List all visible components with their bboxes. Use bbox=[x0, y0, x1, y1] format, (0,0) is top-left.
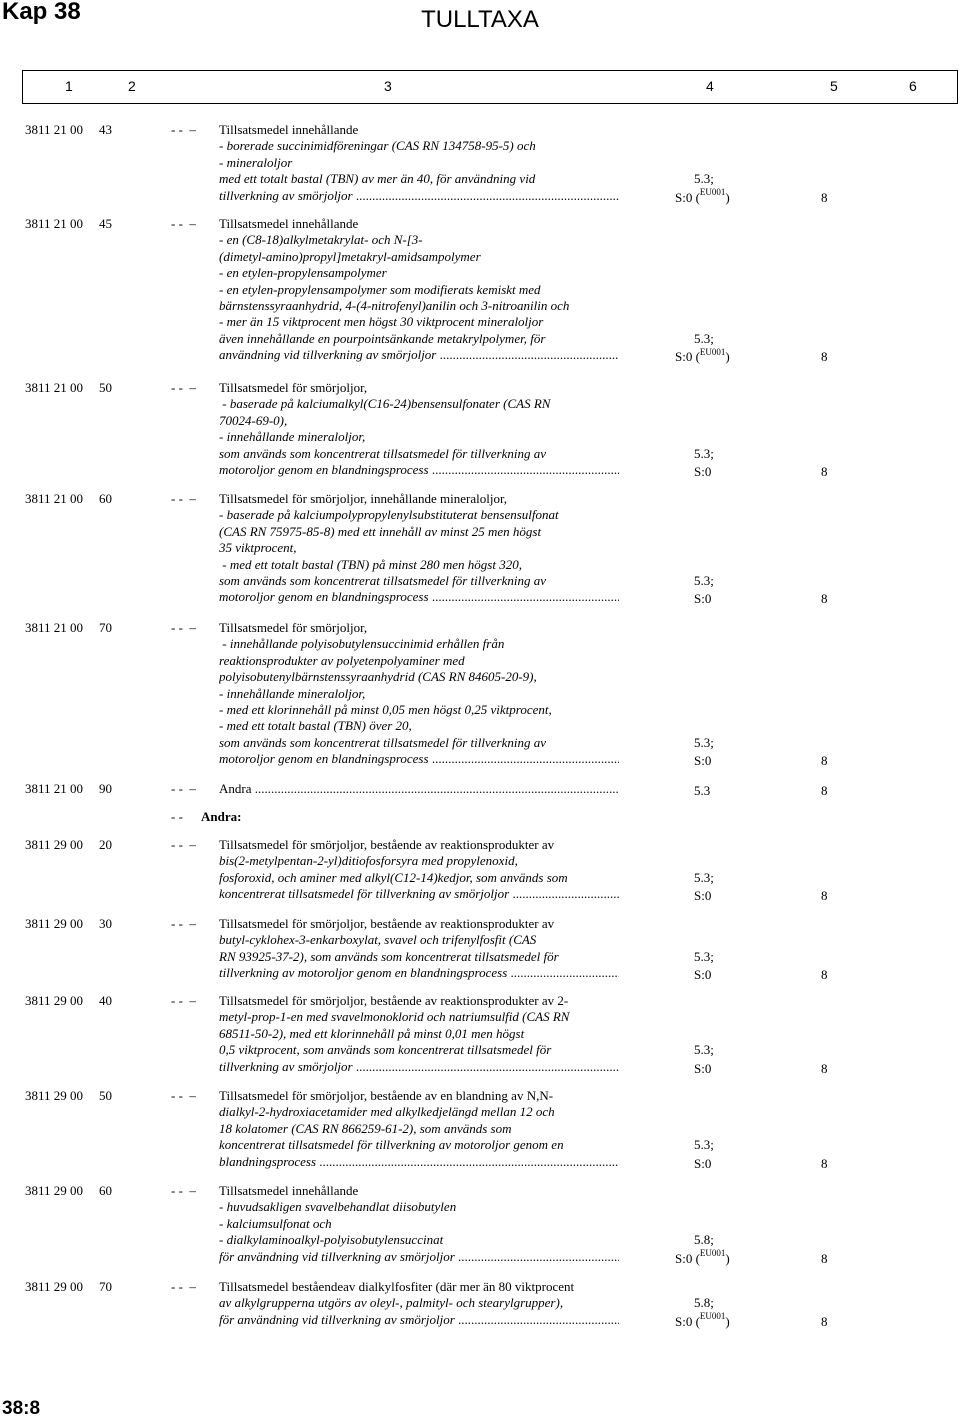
entry-code bbox=[25, 1183, 112, 1199]
description-line: för användning vid tillverkning av smörjoljor ..... bbox=[219, 1249, 619, 1265]
description-line: (dimetyl-amino)propyl]metakryl-amidsampolymer bbox=[219, 248, 481, 264]
entry-code bbox=[25, 216, 112, 232]
column-number-3: 3 bbox=[384, 78, 392, 94]
duty-reference: 5.3; bbox=[694, 1137, 714, 1153]
duty-rate bbox=[694, 591, 711, 607]
description-line: med ett totalt bastal (TBN) av mer än 40, för användning vid bbox=[219, 171, 536, 187]
duty-rate bbox=[694, 967, 711, 983]
supplementary-unit: 8 bbox=[821, 1155, 828, 1171]
column-header-bar bbox=[22, 70, 958, 104]
description-line: 70024-69-0), bbox=[219, 412, 288, 428]
description-line: Tillsatsmedel beståendeav dialkylfosfiter (där mer än 80 viktprocent bbox=[219, 1279, 575, 1294]
description-line: Tillsatsmedel innehållande bbox=[219, 216, 359, 231]
supplementary-unit: 8 bbox=[821, 967, 828, 983]
duty-rate bbox=[675, 187, 730, 206]
description-line: - kalciumsulfonat och bbox=[219, 1215, 332, 1231]
entry-dash: - - – bbox=[171, 837, 196, 852]
taric-suffix: 45 bbox=[99, 216, 113, 231]
description-line: 35 viktprocent, bbox=[219, 540, 297, 556]
cn-code: 3811 21 00 bbox=[25, 216, 84, 231]
duty-rate-footnote: EU001 bbox=[699, 1311, 726, 1322]
description-line: motoroljor genom en blandningsprocess ..... bbox=[219, 589, 619, 605]
duty-rate-footnote: EU001 bbox=[699, 1248, 726, 1259]
description-line: tillverkning av smörjoljor ..... bbox=[219, 1059, 619, 1075]
duty-reference: 5.3; bbox=[694, 445, 714, 461]
entry-dash: - - – bbox=[171, 1183, 196, 1198]
description-line: Tillsatsmedel innehållande bbox=[219, 122, 359, 137]
description-line: - mer än 15 viktprocent men högst 30 viktprocent mineraloljor bbox=[219, 314, 544, 330]
entry-dash: - - – bbox=[171, 216, 196, 231]
supplementary-unit: 8 bbox=[821, 753, 828, 769]
duty-rate-close: ) bbox=[725, 1250, 730, 1266]
description-line: även innehållande en pourpointsänkande metakrylpolymer, för bbox=[219, 330, 546, 346]
column-number-5: 5 bbox=[830, 78, 838, 94]
taric-suffix: 70 bbox=[99, 1279, 113, 1294]
taric-suffix: 30 bbox=[99, 916, 113, 931]
description-line: 0,5 viktprocent, som används som koncentrerat tillsatsmedel för bbox=[219, 1042, 552, 1058]
entry-description bbox=[219, 1088, 619, 1170]
column-number-4: 4 bbox=[706, 78, 714, 94]
column-number-1: 1 bbox=[65, 78, 73, 94]
description-line: Andra ..... bbox=[219, 781, 619, 797]
description-line: Tillsatsmedel för smörjoljor, innehållande mineraloljor, bbox=[219, 491, 508, 506]
description-line: - dialkylaminoalkyl-polyisobutylensuccinat bbox=[219, 1232, 444, 1248]
duty-rate-footnote: EU001 bbox=[699, 187, 726, 198]
duty-rate bbox=[675, 1248, 730, 1267]
entry-description bbox=[219, 380, 619, 478]
cn-code: 3811 29 00 bbox=[25, 1279, 84, 1294]
chapter-label: Kap 38 bbox=[2, 0, 81, 25]
description-line: - innehållande mineraloljor, bbox=[219, 685, 366, 701]
entry-dash: - - – bbox=[171, 993, 196, 1008]
duty-rate-value: 5.3 bbox=[694, 783, 711, 798]
entry-code bbox=[25, 993, 112, 1009]
cn-code: 3811 29 00 bbox=[25, 1183, 84, 1198]
description-line: motoroljor genom en blandningsprocess ..... bbox=[219, 751, 619, 767]
duty-reference: 5.8; bbox=[694, 1295, 714, 1311]
supplementary-unit: 8 bbox=[821, 349, 828, 365]
description-line: - mineraloljor bbox=[219, 154, 293, 170]
page-title: TULLTAXA bbox=[421, 6, 539, 33]
cn-code: 3811 21 00 bbox=[25, 380, 84, 395]
entry-description bbox=[219, 216, 619, 364]
entry-description bbox=[219, 122, 619, 204]
description-line: 68511-50-2), med ett klorinnehåll på minst 0,01 men högst bbox=[219, 1025, 525, 1041]
duty-rate bbox=[694, 888, 711, 904]
description-line: för användning vid tillverkning av smörjoljor ..... bbox=[219, 1312, 619, 1328]
entry-description bbox=[219, 620, 619, 768]
duty-rate-value: S:0 bbox=[694, 753, 712, 769]
entry-description bbox=[219, 837, 619, 903]
description-line: dialkyl-2-hydroxiacetamider med alkylkedjelängd mellan 12 och bbox=[219, 1104, 555, 1120]
entry-description bbox=[219, 993, 619, 1075]
description-line: butyl-cyklohex-3-enkarboxylat, svavel och trifenylfosfit (CAS bbox=[219, 932, 537, 948]
page-number: 38:8 bbox=[2, 1398, 41, 1419]
description-line: - baserade på kalciumalkyl(C16-24)bensensulfonater (CAS RN bbox=[219, 396, 551, 412]
cn-code: 3811 29 00 bbox=[25, 1088, 84, 1103]
description-line: - en etylen-propylensampolymer bbox=[219, 265, 387, 281]
description-line: - med ett klorinnehåll på minst 0,05 men högst 0,25 viktprocent, bbox=[219, 702, 552, 718]
duty-rate-value: S:0 ( bbox=[675, 1250, 700, 1266]
description-line: Tillsatsmedel innehållande bbox=[219, 1183, 359, 1198]
entry-description bbox=[219, 491, 619, 606]
description-line: polyisobutenylbärnstenssyraanhydrid (CAS RN 84605-20-9), bbox=[219, 669, 537, 685]
taric-suffix: 60 bbox=[99, 1183, 113, 1198]
duty-rate-close: ) bbox=[725, 349, 730, 365]
duty-rate bbox=[675, 1311, 730, 1330]
entry-dash: - - – bbox=[171, 781, 196, 796]
duty-rate-value: S:0 bbox=[694, 1060, 712, 1076]
description-line: - med ett totalt bastal (TBN) på minst 280 men högst 320, bbox=[219, 556, 522, 572]
entry-description bbox=[219, 781, 619, 797]
duty-reference: 5.3; bbox=[694, 330, 714, 346]
duty-rate-close: ) bbox=[725, 189, 730, 205]
description-line: - borerade succinimidföreningar (CAS RN 134758-95-5) och bbox=[219, 138, 536, 154]
description-line: tillverkning av motoroljor genom en blandningsprocess ..... bbox=[219, 965, 619, 981]
duty-rate bbox=[694, 464, 711, 480]
entry-description bbox=[219, 1279, 619, 1328]
taric-suffix: 90 bbox=[99, 781, 113, 796]
duty-reference: 5.3; bbox=[694, 869, 714, 885]
entry-dash: - - – bbox=[171, 916, 196, 931]
cn-code: 3811 21 00 bbox=[25, 620, 84, 635]
description-line: Tillsatsmedel för smörjoljor, bestående av en blandning av N,N- bbox=[219, 1088, 554, 1103]
entry-dash: - - – bbox=[171, 620, 196, 635]
description-line: bis(2-metylpentan-2-yl)ditiofosforsyra med propylenoxid, bbox=[219, 853, 518, 869]
supplementary-unit: 8 bbox=[821, 783, 828, 798]
cn-code: 3811 29 00 bbox=[25, 837, 84, 852]
entry-dash: - - – bbox=[171, 1279, 196, 1294]
duty-rate-footnote: EU001 bbox=[699, 346, 726, 357]
entry-code bbox=[25, 916, 112, 932]
description-line: Tillsatsmedel för smörjoljor, bestående av reaktionsprodukter av 2- bbox=[219, 993, 569, 1008]
taric-suffix: 50 bbox=[99, 380, 113, 395]
description-line: användning vid tillverkning av smörjoljor ..... bbox=[219, 347, 619, 363]
cn-code: 3811 21 00 bbox=[25, 122, 84, 137]
entry-code bbox=[25, 122, 112, 138]
description-line: som används som koncentrerat tillsatsmedel för tillverkning av bbox=[219, 445, 546, 461]
subheading-dash: - - bbox=[171, 809, 183, 824]
description-line: Tillsatsmedel för smörjoljor, bbox=[219, 380, 368, 395]
entry-code bbox=[25, 837, 112, 853]
duty-rate-value: S:0 bbox=[694, 967, 712, 983]
duty-rate bbox=[675, 346, 730, 365]
taric-suffix: 70 bbox=[99, 620, 113, 635]
description-line: bärnstenssyraanhydrid, 4-(4-nitrofenyl)anilin och 3-nitroanilin och bbox=[219, 298, 570, 314]
duty-rate bbox=[694, 1156, 711, 1172]
duty-rate bbox=[694, 753, 711, 769]
description-line: 18 kolatomer (CAS RN 866259-61-2), som används som bbox=[219, 1120, 512, 1136]
description-line: RN 93925-37-2), som används som koncentrerat tillsatsmedel för bbox=[219, 948, 559, 964]
description-line: av alkylgrupperna utgörs av oleyl-, palmityl- och stearylgrupper), bbox=[219, 1295, 564, 1311]
description-line: - innehållande mineraloljor, bbox=[219, 429, 366, 445]
entry-dash: - - – bbox=[171, 380, 196, 395]
duty-rate-value: S:0 bbox=[694, 591, 712, 607]
supplementary-unit: 8 bbox=[821, 464, 828, 479]
description-line: - huvudsakligen svavelbehandlat diisobutylen bbox=[219, 1199, 457, 1215]
taric-suffix: 20 bbox=[99, 837, 113, 852]
entry-dash: - - – bbox=[171, 1088, 196, 1103]
description-line: - baserade på kalciumpolypropylenylsubstituterat bensensulfonat bbox=[219, 507, 559, 523]
description-line: som används som koncentrerat tillsatsmedel för tillverkning av bbox=[219, 734, 546, 750]
taric-suffix: 60 bbox=[99, 491, 113, 506]
entry-code bbox=[25, 380, 112, 396]
supplementary-unit: 8 bbox=[821, 189, 828, 205]
description-line: som används som koncentrerat tillsatsmedel för tillverkning av bbox=[219, 573, 546, 589]
supplementary-unit: 8 bbox=[821, 1060, 828, 1076]
description-line: koncentrerat tillsatsmedel för tillverkning av smörjoljor ..... bbox=[219, 886, 619, 902]
description-line: reaktionsprodukter av polyetenpolyaminer med bbox=[219, 652, 465, 668]
entry-dash: - - – bbox=[171, 491, 196, 506]
taric-suffix: 40 bbox=[99, 993, 113, 1008]
cn-code: 3811 29 00 bbox=[25, 993, 84, 1008]
duty-rate-value: S:0 ( bbox=[675, 349, 700, 365]
supplementary-unit: 8 bbox=[821, 1313, 828, 1329]
taric-suffix: 50 bbox=[99, 1088, 113, 1103]
duty-reference: 5.3; bbox=[694, 948, 714, 964]
entry-code bbox=[25, 1279, 112, 1295]
cn-code: 3811 21 00 bbox=[25, 781, 84, 796]
description-line: Tillsatsmedel för smörjoljor, bestående av reaktionsprodukter av bbox=[219, 916, 555, 931]
description-line: (CAS RN 75975-85-8) med ett innehåll av minst 25 men högst bbox=[219, 523, 542, 539]
description-line: fosforoxid, och aminer med alkyl(C12-14)kedjor, som används som bbox=[219, 869, 568, 885]
duty-rate-close: ) bbox=[725, 1313, 730, 1329]
column-number-2: 2 bbox=[128, 78, 136, 94]
supplementary-unit: 8 bbox=[821, 888, 828, 904]
entry-description bbox=[219, 1183, 619, 1265]
description-line: - en (C8-18)alkylmetakrylat- och N-[3- bbox=[219, 232, 423, 248]
duty-reference: 5.3; bbox=[694, 734, 714, 750]
description-line: - en etylen-propylensampolymer som modifierats kemiskt med bbox=[219, 281, 541, 297]
description-line: - med ett totalt bastal (TBN) över 20, bbox=[219, 718, 412, 734]
entry-code bbox=[25, 491, 112, 507]
duty-reference: 5.3; bbox=[694, 1042, 714, 1058]
entry-dash: - - – bbox=[171, 122, 196, 137]
duty-reference: 5.3; bbox=[694, 171, 714, 187]
cn-code: 3811 29 00 bbox=[25, 916, 84, 931]
duty-rate-value: S:0 bbox=[694, 1155, 712, 1171]
entry-description bbox=[219, 916, 619, 982]
duty-reference: 5.3; bbox=[694, 573, 714, 588]
description-line: motoroljor genom en blandningsprocess ..... bbox=[219, 462, 619, 478]
supplementary-unit: 8 bbox=[821, 591, 828, 607]
entry-code bbox=[25, 620, 112, 636]
description-line: tillverkning av smörjoljor ..... bbox=[219, 188, 619, 204]
description-line: koncentrerat tillsatsmedel för tillverkning av motoroljor genom en bbox=[219, 1137, 564, 1153]
taric-suffix: 43 bbox=[99, 122, 113, 137]
duty-rate bbox=[694, 783, 710, 799]
entry-code bbox=[25, 1088, 112, 1104]
duty-rate bbox=[694, 1061, 711, 1077]
description-line: - innehållande polyisobutylensuccinimid erhållen från bbox=[219, 636, 505, 652]
duty-rate-value: S:0 ( bbox=[675, 1313, 700, 1329]
description-line: metyl-prop-1-en med svavelmonoklorid och natriumsulfid (CAS RN bbox=[219, 1009, 570, 1025]
entry-code bbox=[25, 781, 112, 797]
subheading-label: Andra: bbox=[201, 809, 242, 824]
description-line: Tillsatsmedel för smörjoljor, bbox=[219, 620, 368, 635]
description-line: blandningsprocess ..... bbox=[219, 1154, 619, 1170]
supplementary-unit: 8 bbox=[821, 1250, 828, 1266]
duty-reference: 5.8; bbox=[694, 1232, 714, 1248]
column-number-6: 6 bbox=[909, 78, 917, 94]
description-line: Tillsatsmedel för smörjoljor, bestående av reaktionsprodukter av bbox=[219, 837, 555, 852]
cn-code: 3811 21 00 bbox=[25, 491, 84, 506]
duty-rate-value: S:0 ( bbox=[675, 189, 700, 205]
duty-rate-value: S:0 bbox=[694, 888, 712, 904]
duty-rate-value: S:0 bbox=[694, 464, 712, 479]
